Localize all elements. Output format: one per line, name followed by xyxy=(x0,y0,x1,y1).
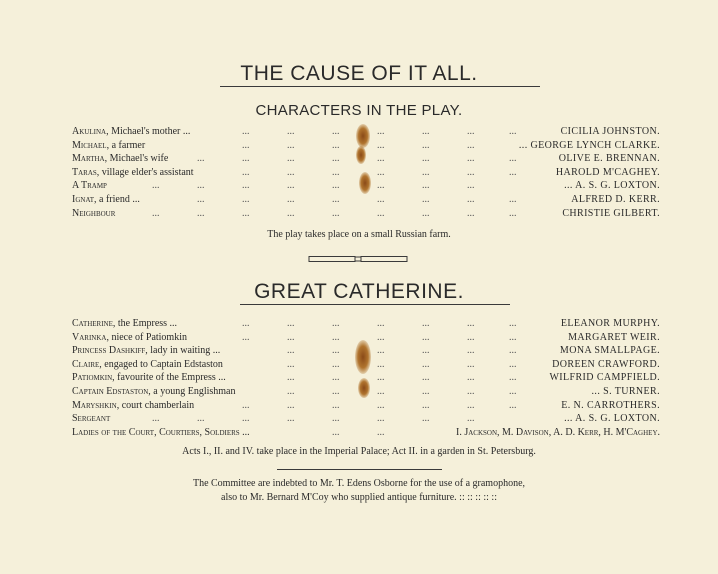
play1-title: THE CAUSE OF IT ALL. xyxy=(240,62,478,85)
role-name: Captain Edstaston, a young Englishman xyxy=(72,385,236,397)
ornament-divider xyxy=(308,255,408,263)
actor-name: ELEANOR MURPHY. xyxy=(560,318,660,329)
role-name: Catherine, the Empress ... xyxy=(72,318,178,329)
cast-row: ... ... ... ... ... ... Michael, a farmer ... GEORGE LYNCH CLARKE. xyxy=(72,139,660,151)
play2-setting: Acts I., II. and IV. take place in the Imperial Palace; Act II. in a garden in St. Petersburg. xyxy=(182,446,536,457)
title-underline xyxy=(220,86,540,87)
cast-row: ... ... ... ... ... ... Patiomkin, favourite of the Empress ... WILFRID CAMPFIELD. xyxy=(72,372,660,384)
role-name: Ladies of the Court, Courtiers, Soldiers ... xyxy=(72,426,250,438)
play2-title: GREAT CATHERINE. xyxy=(254,280,464,303)
actor-name: OLIVE E. BRENNAN. xyxy=(558,153,660,165)
actor-name: ... A. S. G. LOXTON. xyxy=(564,180,660,192)
actor-name: E. N. CARROTHERS. xyxy=(561,399,660,411)
cast-row: ... ... ... ... ... ... Claire, engaged to Captain Edstaston DOREEN CRAWFORD. xyxy=(72,358,660,370)
actor-name: WILFRID CAMPFIELD. xyxy=(549,372,660,384)
acknowledgement-line-2: also to Mr. Bernard M'Coy who supplied antique furniture. :: :: :: :: :: xyxy=(221,492,497,503)
role-name: Ignat, a friend ... xyxy=(72,193,140,205)
cast-row: ... ... ... ... ... ... Princess Dashkiff, lady in waiting ... MONA SMALLPAGE. xyxy=(72,345,660,357)
role-name: A Tramp xyxy=(72,180,107,192)
role-name: Taras, village elder's assistant xyxy=(72,166,194,178)
play1-setting: The play takes place on a small Russian farm. xyxy=(267,229,451,240)
actor-name: DOREEN CRAWFORD. xyxy=(552,358,660,370)
actor-name: I. Jackson, M. Davison, A. D. Kerr, H. M'Caghey. xyxy=(456,426,660,438)
cast-row: ... ... ... ... ... ... ... Varinka, niece of Patiomkin MARGARET WEIR. xyxy=(72,331,660,343)
actor-name: MARGARET WEIR. xyxy=(568,331,660,343)
role-name: Michael, a farmer xyxy=(72,139,146,151)
role-name: Princess Dashkiff, lady in waiting ... xyxy=(72,345,221,357)
role-name: Claire, engaged to Captain Edstaston xyxy=(72,358,223,370)
role-name: Akulina, Michael's mother ... xyxy=(72,126,191,137)
paper-stain xyxy=(356,124,370,148)
role-name: Maryshkin, court chamberlain xyxy=(72,399,195,411)
role-name: Martha, Michael's wife xyxy=(72,153,169,165)
cast-row: ... ... ... ... ... ... ... Taras, village elder's assistant HAROLD M'CAGHEY. xyxy=(72,166,660,178)
separator-rule xyxy=(277,469,442,470)
cast-row: ... ... ... ... ... ... ... ... Ignat, a friend ... ALFRED D. KERR. xyxy=(72,193,660,205)
cast-row: ... ... ... ... ... ... Captain Edstaston, a young Englishman ... S. TURNER. xyxy=(72,385,660,397)
cast-row: ... ... ... ... ... ... ... ... Sergeant ... A. S. G. LOXTON. xyxy=(72,413,660,425)
paper-stain xyxy=(359,172,371,194)
cast-row: ... ... Ladies of the Court, Courtiers, Soldiers ... I. Jackson, M. Davison, A. D. Kerr, H. M'Caghey. xyxy=(72,426,660,438)
cast-row: ... ... ... ... ... ... ... ... A Tramp ... A. S. G. LOXTON. xyxy=(72,180,660,192)
paper-stain xyxy=(358,378,370,398)
role-name: Varinka, niece of Patiomkin xyxy=(72,331,187,343)
role-name: Neighbour xyxy=(72,207,116,219)
actor-name: CHRISTIE GILBERT. xyxy=(562,207,660,219)
cast-row: ... ... ... ... ... ... ... Catherine, the Empress ... ELEANOR MURPHY. xyxy=(72,318,660,329)
role-name: Sergeant xyxy=(72,413,111,425)
title-underline xyxy=(240,304,510,305)
actor-name: ... A. S. G. LOXTON. xyxy=(564,413,660,425)
actor-name: ALFRED D. KERR. xyxy=(571,193,660,205)
actor-name: HAROLD M'CAGHEY. xyxy=(555,166,660,178)
role-name: Patiomkin, favourite of the Empress ... xyxy=(72,372,226,384)
cast-row: ... ... ... ... ... ... ... Akulina, Michael's mother ... CICILIA JOHNSTON. xyxy=(72,126,660,137)
play1-subtitle: CHARACTERS IN THE PLAY. xyxy=(255,102,463,119)
actor-name: MONA SMALLPAGE. xyxy=(559,345,660,357)
paper-stain xyxy=(355,340,371,374)
actor-name: ... GEORGE LYNCH CLARKE. xyxy=(518,139,660,151)
acknowledgement-line-1: The Committee are indebted to Mr. T. Edens Osborne for the use of a gramophone, xyxy=(192,478,526,489)
paper-stain xyxy=(356,146,366,164)
actor-name: CICILIA JOHNSTON. xyxy=(560,126,660,137)
actor-name: ... S. TURNER. xyxy=(591,385,660,397)
cast-row: ... ... ... ... ... ... ... Maryshkin, court chamberlain E. N. CARROTHERS. xyxy=(72,399,660,411)
cast-row: ... ... ... ... ... ... ... ... Martha, Michael's wife OLIVE E. BRENNAN. xyxy=(72,153,660,165)
cast-row: ... ... ... ... ... ... ... ... ... Neighbour CHRISTIE GILBERT. xyxy=(72,207,660,219)
